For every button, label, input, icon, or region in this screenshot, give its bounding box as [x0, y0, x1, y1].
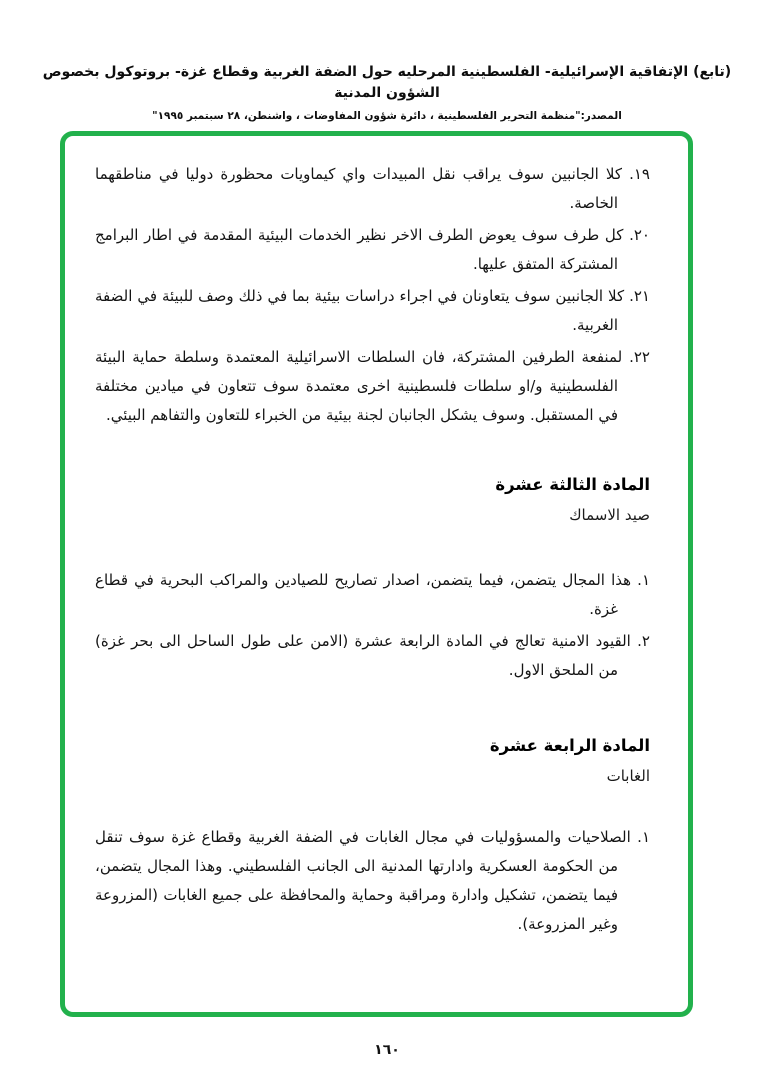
list-item [95, 627, 650, 685]
document-source-line: المصدر:"منظمة التحرير الفلسطينية ، دائرة شؤون المفاوضات ، واشنطن، ٢٨ سبتمبر ١٩٩٥" [152, 110, 622, 122]
list-item [95, 823, 650, 939]
section-article-fourteen [95, 731, 650, 939]
item-text: لمنفعة الطرفين المشتركة، فان السلطات الاسرائيلية المعتمدة وسلطة حماية البيئة الفلسطينية و/او سلطات فلسطينية اخرى معتمدة سوف تتعاون في ميادين مختلفة في المستقبل. وسوف يشكل الجانبان لجنة بيئية من الخبراء للتعاون والتفاهم البيئي. [95, 348, 623, 424]
article-items-list [95, 823, 650, 939]
item-text: كلا الجانبين سوف يراقب نقل المبيدات واي كيماويات محظورة دوليا في مناطقهما الخاصة. [95, 165, 622, 212]
document-header [0, 62, 774, 124]
list-item [95, 343, 650, 430]
item-text: الصلاحيات والمسؤوليات في مجال الغابات في الضفة الغربية وقطاع غزة سوف تنقل من الحكومة العسكرية وادارتها المدنية الى الجانب الفلسطيني. وهذا المجال يتضمن، فيما يتضمن، تشكيل وادارة ومراقبة وحماية والمحافظة على جميع الغابات (المزروعة وغير المزروعة). [95, 828, 631, 933]
article-heading: المادة الرابعة عشرة [489, 736, 650, 755]
item-text: هذا المجال يتضمن، فيما يتضمن، اصدار تصاريح للصيادين والمراكب البحرية في قطاع غزة. [95, 571, 632, 618]
document-title: (تابع) الإتفاقية الإسرائيلية- الفلسطينية المرحليه حول الضفة الغربية وقطاع غزة- بروتوكول بخصوص الشؤون المدنية [42, 64, 732, 101]
list-item [95, 221, 650, 279]
article-items-list [95, 566, 650, 685]
item-number: ١٩. [629, 165, 650, 183]
document-body [65, 136, 688, 939]
page-footer [0, 1042, 774, 1058]
page-number: ١٦٠ [374, 1042, 400, 1058]
item-text: القيود الامنية تعالج في المادة الرابعة عشرة (الامن على طول الساحل الى بحر غزة) من الملحق الاول. [95, 632, 631, 679]
list-item [95, 566, 650, 624]
item-number: ١. [637, 828, 650, 846]
item-number: ٢١. [629, 287, 650, 305]
item-text: كلا الجانبين سوف يتعاونان في اجراء دراسات بيئية بما في ذلك وصف للبيئة في الضفة الغربية. [95, 287, 625, 334]
article-heading: المادة الثالثة عشرة [495, 475, 650, 494]
article-subheading: صيد الاسماك [569, 506, 650, 524]
section-article-thirteen [95, 470, 650, 685]
green-border-box [60, 131, 693, 1017]
item-text: كل طرف سوف يعوض الطرف الاخر نظير الخدمات البيئية المقدمة في اطار البرامج المشتركة المتفق عليها. [95, 226, 624, 273]
item-number: ٢. [637, 632, 650, 650]
item-number: ٢٠. [629, 226, 650, 244]
list-item [95, 160, 650, 218]
item-number: ٢٢. [629, 348, 650, 366]
environment-clauses-list [95, 160, 650, 430]
list-item [95, 282, 650, 340]
article-subheading: الغابات [606, 767, 650, 785]
item-number: ١. [637, 571, 650, 589]
